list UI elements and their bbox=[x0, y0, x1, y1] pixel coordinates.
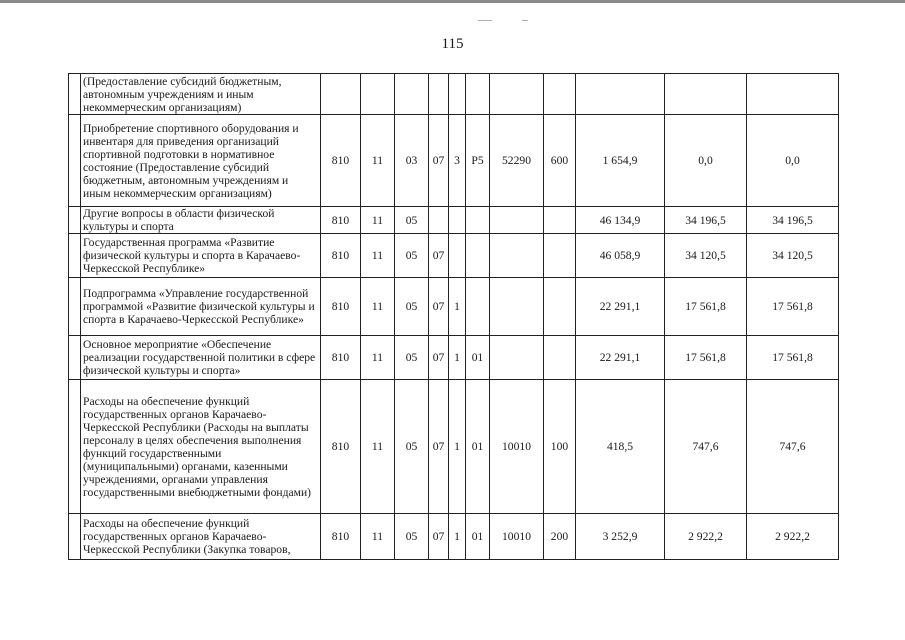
cell-expense-type bbox=[544, 74, 576, 115]
row-margin-cell bbox=[69, 234, 81, 278]
cell-amount-year3: 2 922,2 bbox=[747, 514, 839, 560]
cell-activity bbox=[466, 207, 490, 234]
cell-activity: 01 bbox=[466, 514, 490, 560]
cell-grbs: 810 bbox=[321, 234, 361, 278]
cell-section: 11 bbox=[361, 336, 395, 380]
cell-subprogram: 1 bbox=[449, 278, 466, 336]
cell-grbs: 810 bbox=[321, 514, 361, 560]
scan-artifact bbox=[522, 20, 528, 21]
row-margin-cell bbox=[69, 278, 81, 336]
cell-direction bbox=[490, 234, 544, 278]
cell-amount-year2: 747,6 bbox=[665, 380, 747, 514]
cell-program: 07 bbox=[429, 115, 449, 207]
cell-subsection: 05 bbox=[395, 336, 429, 380]
row-margin-cell bbox=[69, 115, 81, 207]
table-row bbox=[69, 380, 839, 514]
table-row bbox=[69, 514, 839, 560]
cell-amount-year3: 34 196,5 bbox=[747, 207, 839, 234]
cell-subprogram: 1 bbox=[449, 514, 466, 560]
cell-amount-year1: 46 134,9 bbox=[576, 207, 665, 234]
row-description: Расходы на обеспечение функций государственных органов Карачаево-Черкесской Республики (Расходы на выплаты персоналу в целях обеспечения выполнения функций государственными (муниципальными) органами, казенными учреждениями, органами управления государственными внебюджетными фондами) bbox=[81, 380, 321, 514]
table-row bbox=[69, 74, 839, 115]
cell-section bbox=[361, 74, 395, 115]
table-row bbox=[69, 278, 839, 336]
cell-amount-year3: 34 120,5 bbox=[747, 234, 839, 278]
cell-subsection: 05 bbox=[395, 514, 429, 560]
cell-direction: 10010 bbox=[490, 514, 544, 560]
cell-amount-year2: 2 922,2 bbox=[665, 514, 747, 560]
cell-grbs: 810 bbox=[321, 278, 361, 336]
row-margin-cell bbox=[69, 514, 81, 560]
cell-section: 11 bbox=[361, 514, 395, 560]
cell-program bbox=[429, 207, 449, 234]
cell-subprogram: 1 bbox=[449, 336, 466, 380]
row-description: Приобретение спортивного оборудования и инвентаря для приведения организаций спортивной подготовки в нормативное состояние (Предоставление субсидий бюджетным, автономным учреждениям и иным некоммерческим организациям) bbox=[81, 115, 321, 207]
cell-amount-year3 bbox=[747, 74, 839, 115]
cell-direction bbox=[490, 336, 544, 380]
row-description: Расходы на обеспечение функций государственных органов Карачаево-Черкесской Республики (Закупка товаров, bbox=[81, 514, 321, 560]
cell-amount-year1: 1 654,9 bbox=[576, 115, 665, 207]
cell-expense-type: 100 bbox=[544, 380, 576, 514]
cell-expense-type bbox=[544, 234, 576, 278]
cell-expense-type bbox=[544, 278, 576, 336]
cell-amount-year1: 46 058,9 bbox=[576, 234, 665, 278]
cell-grbs: 810 bbox=[321, 115, 361, 207]
cell-expense-type bbox=[544, 336, 576, 380]
cell-expense-type: 600 bbox=[544, 115, 576, 207]
table-row bbox=[69, 207, 839, 234]
cell-program: 07 bbox=[429, 278, 449, 336]
cell-amount-year2: 17 561,8 bbox=[665, 278, 747, 336]
budget-table bbox=[68, 73, 839, 560]
cell-activity: P5 bbox=[466, 115, 490, 207]
cell-amount-year3: 747,6 bbox=[747, 380, 839, 514]
cell-activity: 01 bbox=[466, 336, 490, 380]
cell-program bbox=[429, 74, 449, 115]
table-row bbox=[69, 115, 839, 207]
cell-subsection: 05 bbox=[395, 207, 429, 234]
cell-program: 07 bbox=[429, 380, 449, 514]
cell-program: 07 bbox=[429, 234, 449, 278]
row-description: Основное мероприятие «Обеспечение реализации государственной политики в сфере физической культуры и спорта» bbox=[81, 336, 321, 380]
cell-section: 11 bbox=[361, 278, 395, 336]
cell-grbs: 810 bbox=[321, 380, 361, 514]
cell-direction bbox=[490, 207, 544, 234]
cell-subsection: 03 bbox=[395, 115, 429, 207]
cell-subprogram: 3 bbox=[449, 115, 466, 207]
cell-amount-year3: 0,0 bbox=[747, 115, 839, 207]
row-margin-cell bbox=[69, 74, 81, 115]
cell-amount-year2: 17 561,8 bbox=[665, 336, 747, 380]
cell-subsection bbox=[395, 74, 429, 115]
cell-direction bbox=[490, 74, 544, 115]
cell-expense-type: 200 bbox=[544, 514, 576, 560]
cell-amount-year1: 418,5 bbox=[576, 380, 665, 514]
cell-amount-year1: 22 291,1 bbox=[576, 278, 665, 336]
cell-activity bbox=[466, 74, 490, 115]
cell-program: 07 bbox=[429, 514, 449, 560]
cell-amount-year2: 0,0 bbox=[665, 115, 747, 207]
cell-subprogram bbox=[449, 207, 466, 234]
cell-section: 11 bbox=[361, 380, 395, 514]
cell-activity: 01 bbox=[466, 380, 490, 514]
cell-activity bbox=[466, 234, 490, 278]
cell-grbs bbox=[321, 74, 361, 115]
cell-subprogram: 1 bbox=[449, 380, 466, 514]
row-margin-cell bbox=[69, 380, 81, 514]
row-description: Подпрограмма «Управление государственной программой «Развитие физической культуры и спорта в Карачаево-Черкесской Республике» bbox=[81, 278, 321, 336]
page-number: 115 bbox=[441, 36, 464, 52]
cell-subsection: 05 bbox=[395, 278, 429, 336]
cell-amount-year1: 3 252,9 bbox=[576, 514, 665, 560]
cell-direction: 52290 bbox=[490, 115, 544, 207]
row-description: Государственная программа «Развитие физической культуры и спорта в Карачаево-Черкесской Республике» bbox=[81, 234, 321, 278]
cell-section: 11 bbox=[361, 234, 395, 278]
cell-amount-year2 bbox=[665, 74, 747, 115]
cell-subprogram bbox=[449, 234, 466, 278]
row-margin-cell bbox=[69, 336, 81, 380]
cell-program: 07 bbox=[429, 336, 449, 380]
cell-amount-year3: 17 561,8 bbox=[747, 336, 839, 380]
row-description: (Предоставление субсидий бюджетным, автономным учреждениям и иным некоммерческим организациям) bbox=[81, 74, 321, 115]
cell-subprogram bbox=[449, 74, 466, 115]
cell-grbs: 810 bbox=[321, 207, 361, 234]
cell-expense-type bbox=[544, 207, 576, 234]
scan-artifact bbox=[478, 20, 492, 21]
table-row bbox=[69, 234, 839, 278]
cell-direction bbox=[490, 278, 544, 336]
cell-amount-year1: 22 291,1 bbox=[576, 336, 665, 380]
table-row bbox=[69, 336, 839, 380]
cell-activity bbox=[466, 278, 490, 336]
cell-section: 11 bbox=[361, 115, 395, 207]
cell-amount-year2: 34 196,5 bbox=[665, 207, 747, 234]
row-margin-cell bbox=[69, 207, 81, 234]
cell-direction: 10010 bbox=[490, 380, 544, 514]
cell-amount-year2: 34 120,5 bbox=[665, 234, 747, 278]
cell-grbs: 810 bbox=[321, 336, 361, 380]
cell-amount-year3: 17 561,8 bbox=[747, 278, 839, 336]
cell-amount-year1 bbox=[576, 74, 665, 115]
scan-top-edge bbox=[0, 0, 905, 3]
cell-subsection: 05 bbox=[395, 380, 429, 514]
cell-section: 11 bbox=[361, 207, 395, 234]
cell-subsection: 05 bbox=[395, 234, 429, 278]
row-description: Другие вопросы в области физической культуры и спорта bbox=[81, 207, 321, 234]
